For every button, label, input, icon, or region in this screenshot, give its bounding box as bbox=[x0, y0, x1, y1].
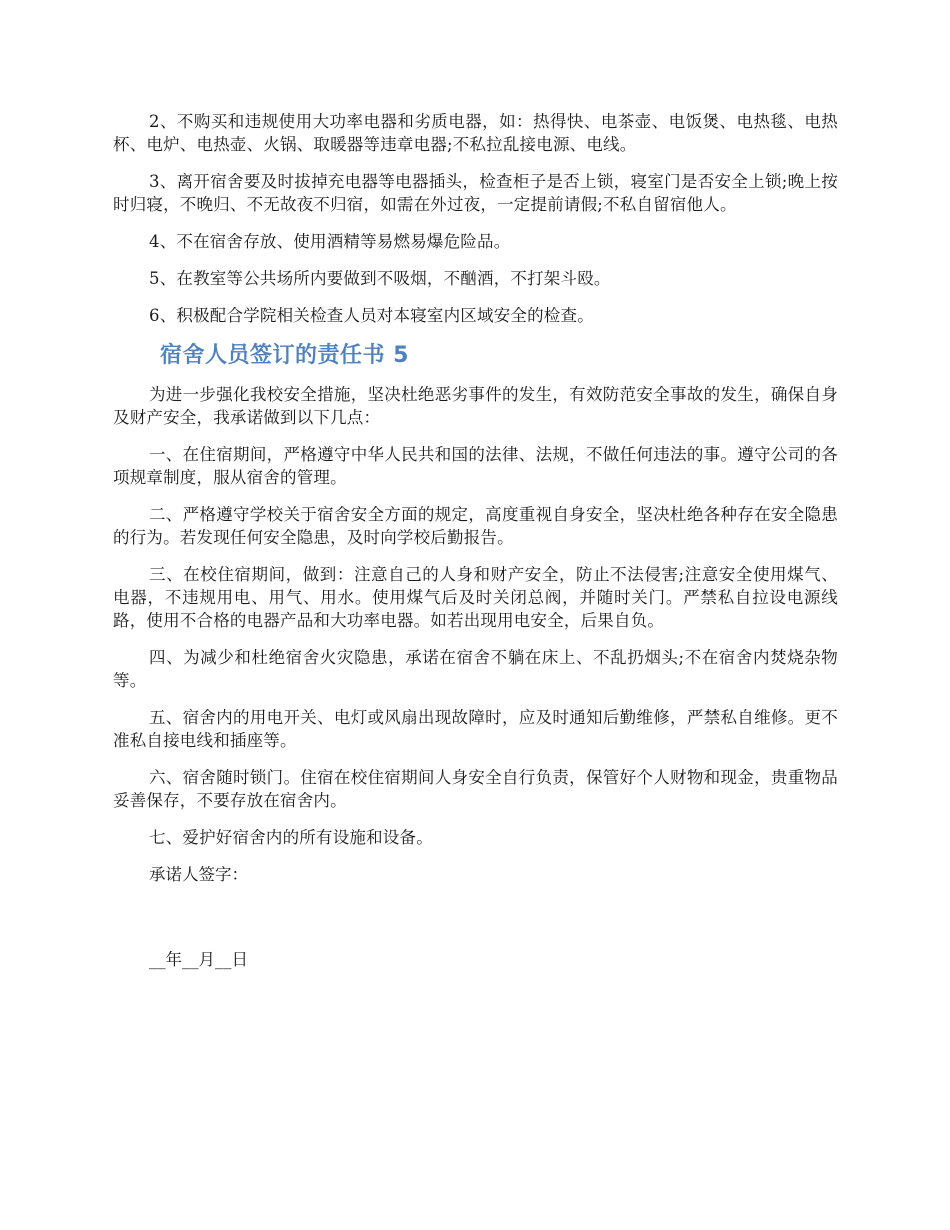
section-title: 宿舍人员签订的责任书 5 bbox=[160, 343, 409, 368]
document-page bbox=[113, 110, 838, 971]
signature-label: 承诺人签字： bbox=[149, 865, 248, 884]
pledge-item-3: 三、在校住宿期间，做到：注意自己的人身和财产安全，防止不法侵害;注意安全使用煤气、电器，不违规用电、用气、用水。使用煤气后及时关闭总阀，并随时关门。严禁私自拉设电源线路，使用不合格的电器产品和大功率电器。如若出现用电安全，后果自负。 bbox=[113, 565, 838, 630]
pledge-item-5: 五、宿舍内的用电开关、电灯或风扇出现故障时，应及时通知后勤维修，严禁私自维修。更不准私自接电线和插座等。 bbox=[113, 708, 838, 750]
rule-item-2: 2、不购买和违规使用大功率电器和劣质电器，如：热得快、电茶壶、电饭煲、电热毯、电热杯、电炉、电热壶、火锅、取暖器等违章电器;不私拉乱接电源、电线。 bbox=[113, 112, 838, 154]
pledge-item-7: 七、爱护好宿舍内的所有设施和设备。 bbox=[149, 828, 433, 847]
rule-item-4: 4、不在宿舍存放、使用酒精等易燃易爆危险品。 bbox=[149, 232, 511, 251]
rule-item-3: 3、离开宿舍要及时拔掉充电器等电器插头，检查柜子是否上锁，寝室门是否安全上锁;晚上按时归寝，不晚归、不无故夜不归宿，如需在外过夜，一定提前请假;不私自留宿他人。 bbox=[113, 172, 838, 214]
pledge-item-4: 四、为减少和杜绝宿舍火灾隐患，承诺在宿舍不躺在床上、不乱扔烟头;不在宿舍内焚烧杂物等。 bbox=[113, 648, 838, 690]
pledge-item-6: 六、宿舍随时锁门。住宿在校住宿期间人身安全自行负责，保管好个人财物和现金，贵重物品妥善保存，不要存放在宿舍内。 bbox=[113, 768, 838, 810]
rule-item-6: 6、积极配合学院相关检查人员对本寝室内区域安全的检查。 bbox=[149, 306, 594, 325]
pledge-item-2: 二、严格遵守学校关于宿舍安全方面的规定，高度重视自身安全，坚决杜绝各种存在安全隐患的行为。若发现任何安全隐患，及时向学校后勤报告。 bbox=[113, 505, 838, 547]
rule-item-5: 5、在教室等公共场所内要做到不吸烟，不酗酒，不打架斗殴。 bbox=[149, 269, 611, 288]
pledge-item-1: 一、在住宿期间，严格遵守中华人民共和国的法律、法规，不做任何违法的事。遵守公司的各项规章制度，服从宿舍的管理。 bbox=[113, 445, 838, 487]
date-line: __年__月__日 bbox=[149, 950, 248, 969]
section-intro: 为进一步强化我校安全措施，坚决杜绝恶劣事件的发生，有效防范安全事故的发生，确保自身及财产安全，我承诺做到以下几点： bbox=[113, 385, 838, 427]
